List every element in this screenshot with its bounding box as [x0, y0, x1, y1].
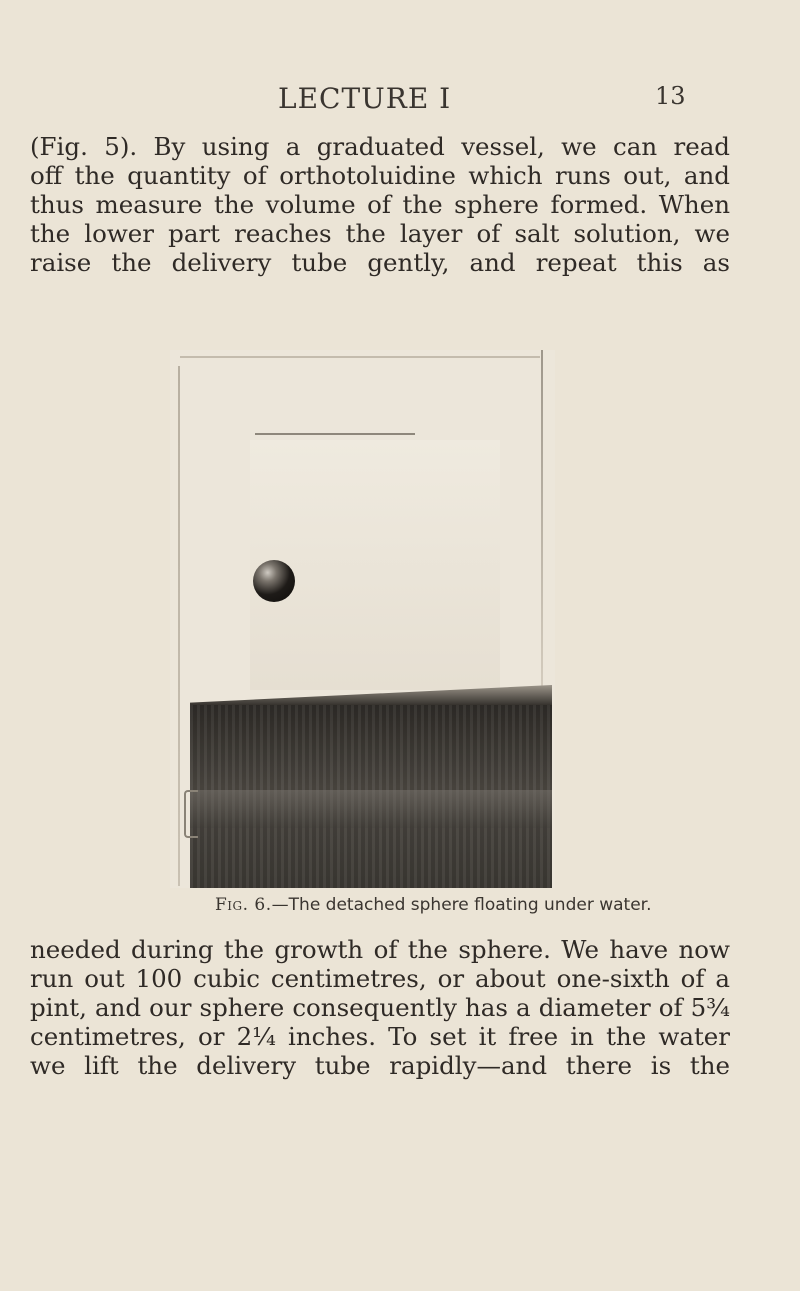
text-line: off the quantity of orthotoluidine which runs out, and: [30, 161, 730, 190]
running-head: [0, 82, 800, 122]
figure-photograph: [170, 350, 555, 888]
vessel-wall-right: [541, 350, 543, 690]
text-line: thus measure the volume of the sphere formed. When: [30, 190, 730, 219]
vessel-rim: [180, 356, 540, 358]
vessel-holder: [184, 790, 198, 838]
paragraph-bottom: [30, 935, 730, 1080]
text-line: we lift the delivery tube rapidly—and there is the: [30, 1051, 730, 1080]
text-line: the lower part reaches the layer of salt solution, we: [30, 219, 730, 248]
salt-layer-band: [190, 790, 552, 828]
page-number: 13: [655, 82, 686, 110]
caption-text: —The detached sphere floating under water.: [271, 895, 652, 915]
paragraph-top: [30, 132, 730, 277]
text-line: (Fig. 5). By using a graduated vessel, we can read: [30, 132, 730, 161]
text-line: run out 100 cubic centimetres, or about one-sixth of a: [30, 964, 730, 993]
text-line: centimetres, or 2¼ inches. To set it free in the water: [30, 1022, 730, 1051]
vessel-wall-left: [178, 366, 180, 886]
text-line: pint, and our sphere consequently has a diameter of 5¾: [30, 993, 730, 1022]
floating-sphere: [253, 560, 295, 602]
figure-caption: [215, 895, 775, 915]
figure-label: Fig. 6.: [215, 895, 272, 915]
text-line: needed during the growth of the sphere. We have now: [30, 935, 730, 964]
running-title: LECTURE I: [278, 82, 452, 115]
delivery-tube-end: [255, 433, 415, 435]
text-line: raise the delivery tube gently, and repeat this as: [30, 248, 730, 277]
